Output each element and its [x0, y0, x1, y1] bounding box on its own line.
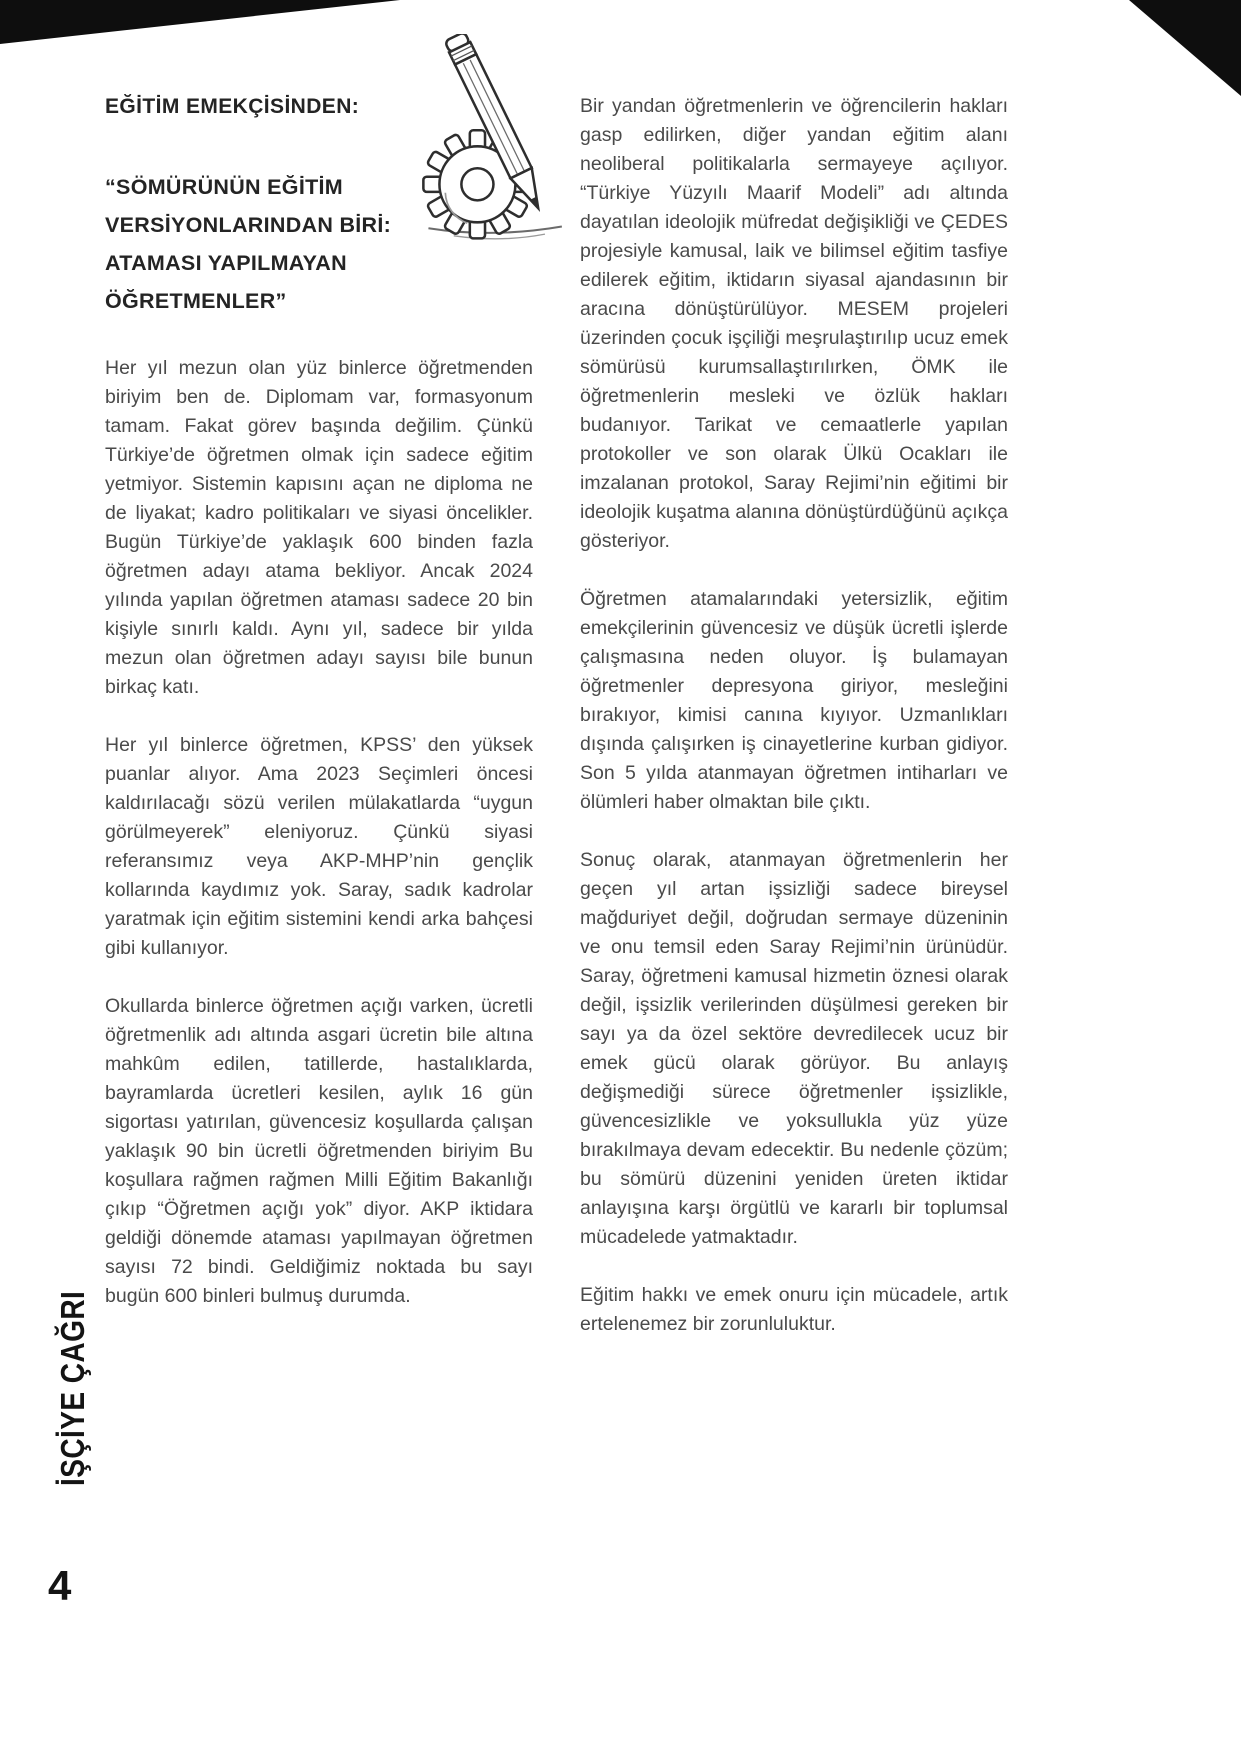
body-paragraph: Sonuç olarak, atanmayan öğretmenlerin her geçen yıl artan işsizliği sadece bireysel mağduriyet değil, doğrudan sermaye düzeninin ve onu temsil eden Saray Rejimi’nin ürünüdür. Saray, öğretmeni kamusal hizmetin öznesi olarak değil, işsizlik verilerinden düşülmesi gereken bir sayı ya da özel sektöre devredilecek ucuz bir emek gücü olarak görüyor. Bu anlayış değişmediği sürece öğretmenler işsizlikle, güvencesizlikle ve yoksullukla yüz yüze bırakılmaya devam edecektir. Bu nedenle çözüm; bu sömürü düzenini yeniden üreten iktidar anlayışına karşı örgütlü ve kararlı bir toplumsal mücadelede yatmaktadır. [580, 849, 1008, 1248]
body-paragraph: Okullarda binlerce öğretmen açığı varken, ücretli öğretmenlik adı altında asgari ücretin bile altına mahkûm edilen, tatillerde, hastalıklarda, bayramlarda ücretleri kesilen, aylık 16 gün sigortası yatırılan, güvencesiz koşullarda çalışan yaklaşık 90 bin ücretli öğretmenden biriyim Bu koşullara rağmen rağmen Milli Eğitim Bakanlığı çıkıp “Öğretmen açığı yok” diyor. AKP iktidara geldiği dönemde ataması yapılmayan öğretmen sayısı 72 bindi. Geldiğimiz noktada bu sayı bugün 600 binleri bulmuş durumda. [105, 995, 533, 1307]
vertical-masthead: İŞÇİYE ÇAĞRI [54, 1290, 91, 1486]
top-right-corner-decor [1129, 0, 1241, 96]
left-column [105, 92, 533, 1340]
body-paragraph: Bir yandan öğretmenlerin ve öğrencilerin hakları gasp edilirken, diğer yandan eğitim alanı neoliberal politikalarla sermayeye açılıyor. “Türkiye Yüzyılı Maarif Modeli” adı altında dayatılan ideolojik müfredat değişikliği ve ÇEDES projesiyle kamusal, laik ve bilimsel eğitim tasfiye edilerek eğitim, iktidarın siyasal ajandasının bir aracına dönüştürülüyor. MESEM projeleri üzerinden çocuk işçiliği meşrulaştırılıp ucuz emek sömürüsü kurumsallaştırılırken, ÖMK ile öğretmenlerin mesleki ve özlük hakları budanıyor. Tarikat ve cemaatlerle yapılan protokoller ve son olarak Ülkü Ocakları ile imzalanan protokol, Saray Rejimi’nin eğitimi bir ideolojik kuşatma alanına dönüştürdüğünü açıkça gösteriyor. [580, 95, 1008, 552]
body-paragraph: Her yıl binlerce öğretmen, KPSS’ den yüksek puanlar alıyor. Ama 2023 Seçimleri öncesi kaldırılacağı sözü verilen mülakatlarda “uygun görülmeyerek” eleniyoruz. Çünkü siyasi referansımız veya AKP-MHP’nin gençlik kollarında kaydımız yok. Saray, sadık kadrolar yaratmak için eğitim sistemini kendi arka bahçesi gibi kullanıyor. [105, 734, 533, 959]
page-number: 4 [48, 1562, 72, 1609]
body-paragraph: Öğretmen atamalarındaki yetersizlik, eğitim emekçilerinin güvencesiz ve düşük ücretli işlerde çalışmasına neden oluyor. İş bulamayan öğretmenler depresyona giriyor, mesleğini bırakıyor, kimisi canına kıyıyor. Uzmanlıkları dışında çalışırken iş cinayetlerine kurban gidiyor. Son 5 yılda atanmayan öğretmen intiharları ve ölümleri haber olmaktan bile çıktı. [580, 588, 1008, 813]
right-column [580, 92, 1008, 1368]
body-paragraph: Eğitim hakkı ve emek onuru için mücadele, artık ertelenemez bir zorunluluktur. [580, 1284, 1008, 1335]
article-title: “SÖMÜRÜNÜN EĞİTİM VERSİYONLARINDAN BİRİ: ATAMASI YAPILMAYAN ÖĞRETMENLER” [105, 175, 392, 313]
section-kicker: EĞİTİM EMEKÇİSİNDEN: [105, 95, 360, 118]
body-paragraph: Her yıl mezun olan yüz binlerce öğretmenden biriyim ben de. Diplomam var, formasyonum tamam. Fakat görev başında değilim. Çünkü Türkiye’de öğretmen olmak için sadece eğitim yetmiyor. Sistemin kapısını açan ne diploma ne de liyakat; kadro politikaları ve siyasi öncelikler. Bugün Türkiye’de yaklaşık 600 binden fazla öğretmen adayı atama bekliyor. Ancak 2024 yılında yapılan öğretmen ataması sadece 20 bin kişiyle sınırlı kaldı. Aynı yıl, sadece bir yılda mezun olan öğretmen adayı sayısı bile bunun birkaç katı. [105, 357, 533, 698]
top-left-corner-decor [0, 0, 400, 44]
